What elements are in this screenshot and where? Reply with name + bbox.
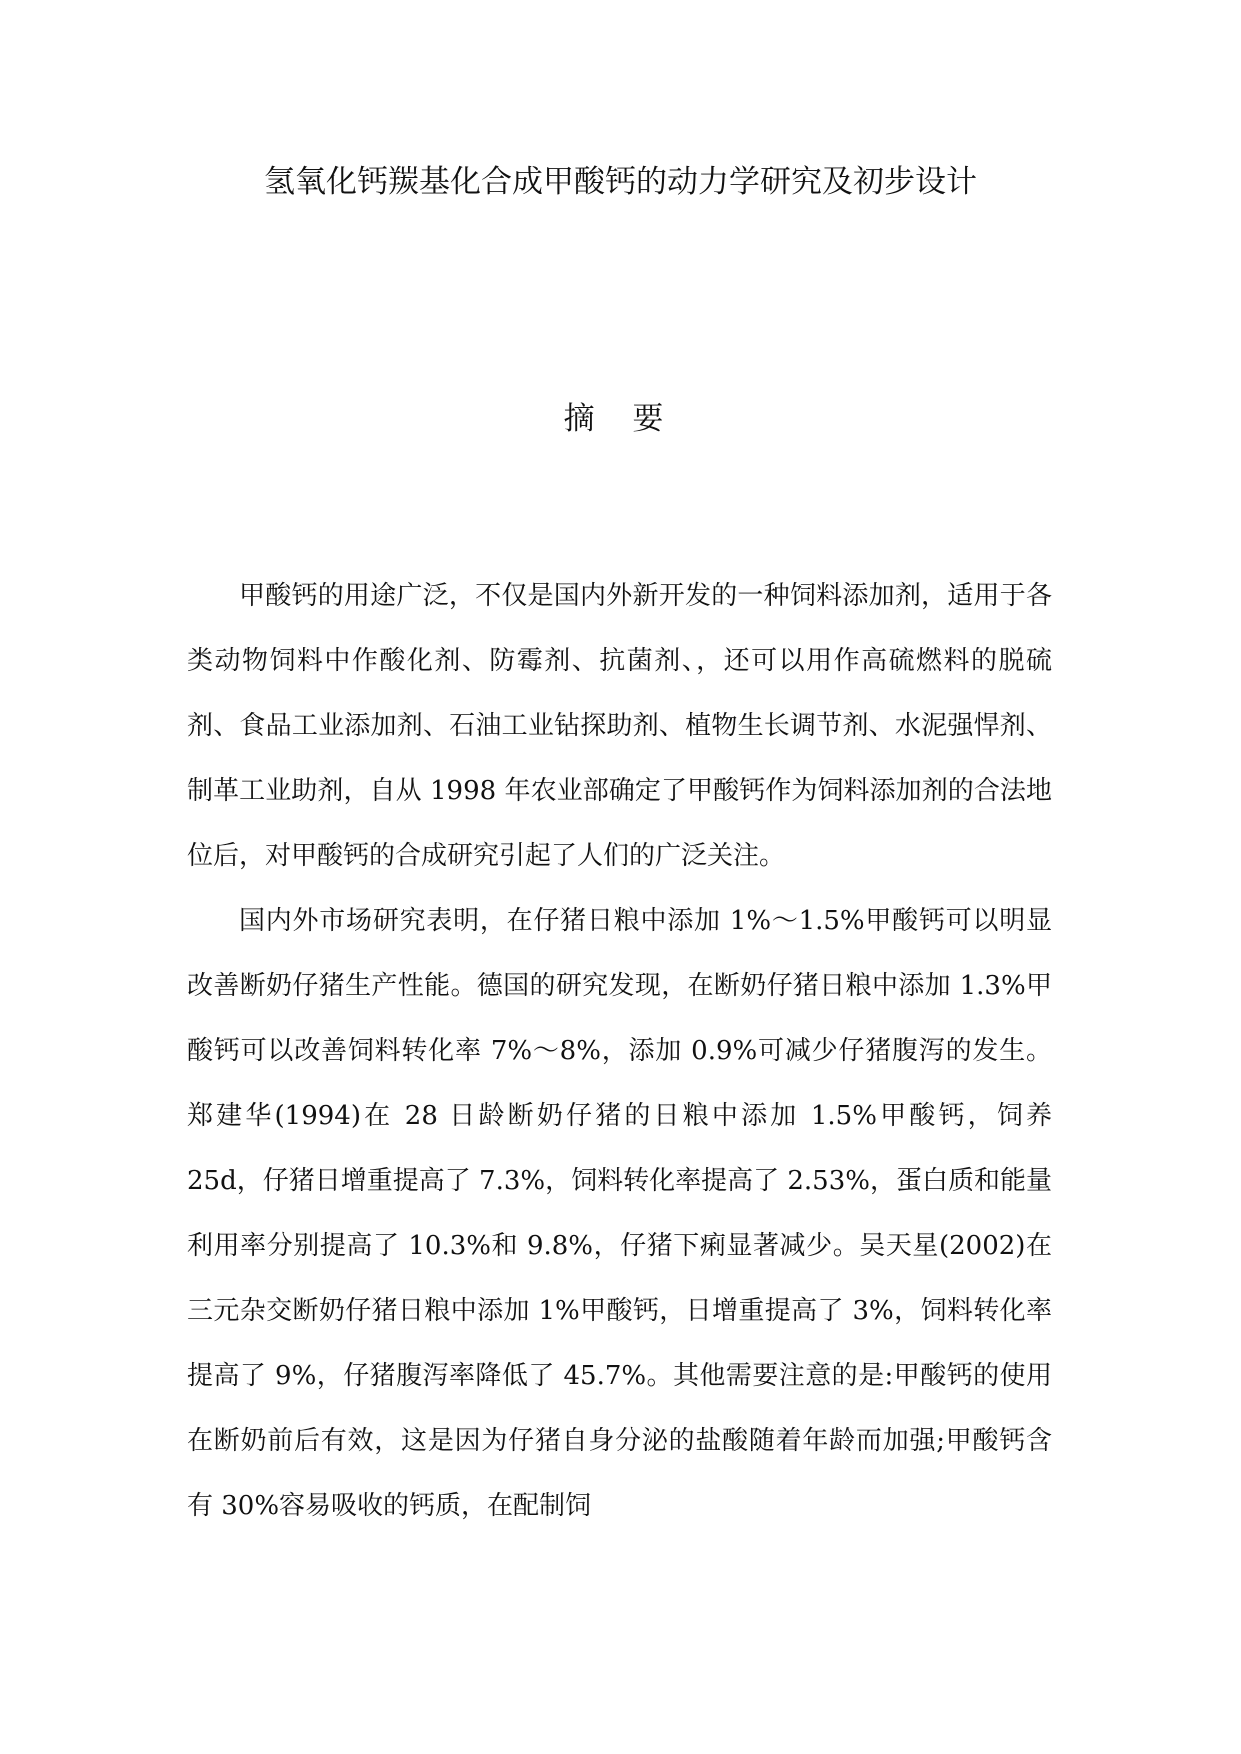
abstract-paragraph-1: 甲酸钙的用途广泛，不仅是国内外新开发的一种饲料添加剂，适用于各类动物饲料中作酸化剂、防霉剂、抗菌剂、，还可以用作高硫燃料的脱硫剂、食品工业添加剂、石油工业钻探助剂、植物生长调节剂、水泥强悍剂、制革工业助剂，自从 1998 年农业部确定了甲酸钙作为饲料添加剂的合法地位后，对甲酸钙的合成研究引起了人们的广泛关注。	[187, 581, 1052, 871]
abstract-body	[187, 564, 1052, 1539]
abstract-heading: 摘 要	[563, 401, 678, 437]
abstract-paragraph-2: 国内外市场研究表明，在仔猪日粮中添加 1%～1.5%甲酸钙可以明显改善断奶仔猪生产性能。德国的研究发现，在断奶仔猪日粮中添加 1.3%甲酸钙可以改善饲料转化率 7%～8%，添加 0.9%可减少仔猪腹泻的发生。郑建华(1994)在 28 日龄断奶仔猪的日粮中添加 1.5%甲酸钙，饲养 25d，仔猪日增重提高了 7.3%，饲料转化率提高了 2.53%，蛋白质和能量利用率分别提高了 10.3%和 9.8%，仔猪下痢显著减少。吴天星(2002)在三元杂交断奶仔猪日粮中添加 1%甲酸钙，日增重提高了 3%，饲料转化率提高了 9%，仔猪腹泻率降低了 45.7%。其他需要注意的是:甲酸钙的使用在断奶前后有效，这是因为仔猪自身分泌的盐酸随着年龄而加强;甲酸钙含有 30%容易吸收的钙质，在配制饲	[187, 906, 1052, 1521]
document-title: 氢氧化钙羰基化合成甲酸钙的动力学研究及初步设计	[264, 164, 977, 200]
